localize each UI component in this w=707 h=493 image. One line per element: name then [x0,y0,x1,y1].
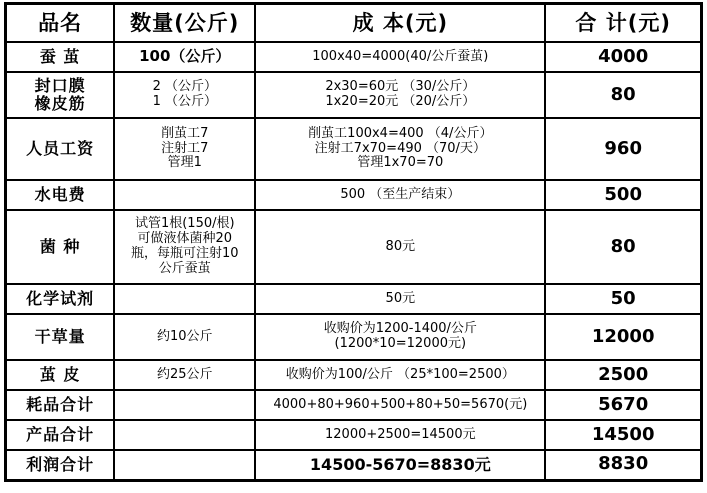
row-name-cell: 化学试剂 [6,284,115,314]
row-quantity-cell [114,390,255,420]
row-name-cell: 菌 种 [6,210,115,284]
row-cost-cell: 50元 [255,284,545,314]
row-name-cell: 耗品合计 [6,390,115,420]
row-quantity-cell: 约25公斤 [114,360,255,390]
row-quantity-cell [114,450,255,480]
row-cost-cell: 12000+2500=14500元 [255,420,545,450]
row-name-cell: 水电费 [6,180,115,210]
row-total-cell: 14500 [545,420,701,450]
row-cost-cell: 14500-5670=8830元 [255,450,545,480]
table-row [6,284,702,314]
header-cell-total: 合 计(元) [545,4,701,43]
row-name-cell: 茧 皮 [6,360,115,390]
table-row [6,180,702,210]
row-total-cell: 4000 [545,42,701,72]
row-quantity-cell: 约10公斤 [114,314,255,360]
row-cost-cell: 收购价为100/公斤 （25*100=2500） [255,360,545,390]
row-cost-cell: 2x30=60元 （30/公斤） 1x20=20元 （20/公斤） [255,72,545,118]
table-row [6,314,702,360]
header-cell-cost: 成 本(元) [255,4,545,43]
header-cell-quantity: 数量(公斤) [114,4,255,43]
row-total-cell: 80 [545,72,701,118]
row-total-cell: 50 [545,284,701,314]
table-row [6,390,702,420]
row-name-cell: 封口膜 橡皮筋 [6,72,115,118]
table-row [6,450,702,480]
row-name-cell: 干草量 [6,314,115,360]
row-name-cell: 产品合计 [6,420,115,450]
row-cost-cell: 削茧工100x4=400 （4/公斤） 注射工7x70=490 （70/天） 管理1x70=70 [255,118,545,180]
row-quantity-cell: 试管1根(150/根) 可做液体菌种20 瓶，每瓶可注射10 公斤蚕茧 [114,210,255,284]
row-total-cell: 5670 [545,390,701,420]
row-cost-cell: 500 （至生产结束） [255,180,545,210]
table-row [6,72,702,118]
table-row [6,42,702,72]
row-quantity-cell [114,180,255,210]
row-total-cell: 80 [545,210,701,284]
row-quantity-cell [114,284,255,314]
row-cost-cell: 收购价为1200-1400/公斤 (1200*10=12000元) [255,314,545,360]
row-total-cell: 8830 [545,450,701,480]
row-total-cell: 2500 [545,360,701,390]
table-body [6,42,702,480]
row-quantity-cell: 100（公斤） [114,42,255,72]
table-header [6,4,702,43]
row-quantity-cell: 2 （公斤） 1 （公斤） [114,72,255,118]
table-header-row [6,4,702,43]
cost-table [4,2,703,482]
row-cost-cell: 100x40=4000(40/公斤蚕茧) [255,42,545,72]
row-name-cell: 利润合计 [6,450,115,480]
table-row [6,360,702,390]
row-quantity-cell [114,420,255,450]
row-name-cell: 蚕 茧 [6,42,115,72]
table-row [6,210,702,284]
row-total-cell: 12000 [545,314,701,360]
table-row [6,420,702,450]
table-row [6,118,702,180]
row-total-cell: 500 [545,180,701,210]
row-cost-cell: 4000+80+960+500+80+50=5670(元) [255,390,545,420]
row-cost-cell: 80元 [255,210,545,284]
header-cell-name: 品名 [6,4,115,43]
row-total-cell: 960 [545,118,701,180]
row-name-cell: 人员工资 [6,118,115,180]
row-quantity-cell: 削茧工7 注射工7 管理1 [114,118,255,180]
